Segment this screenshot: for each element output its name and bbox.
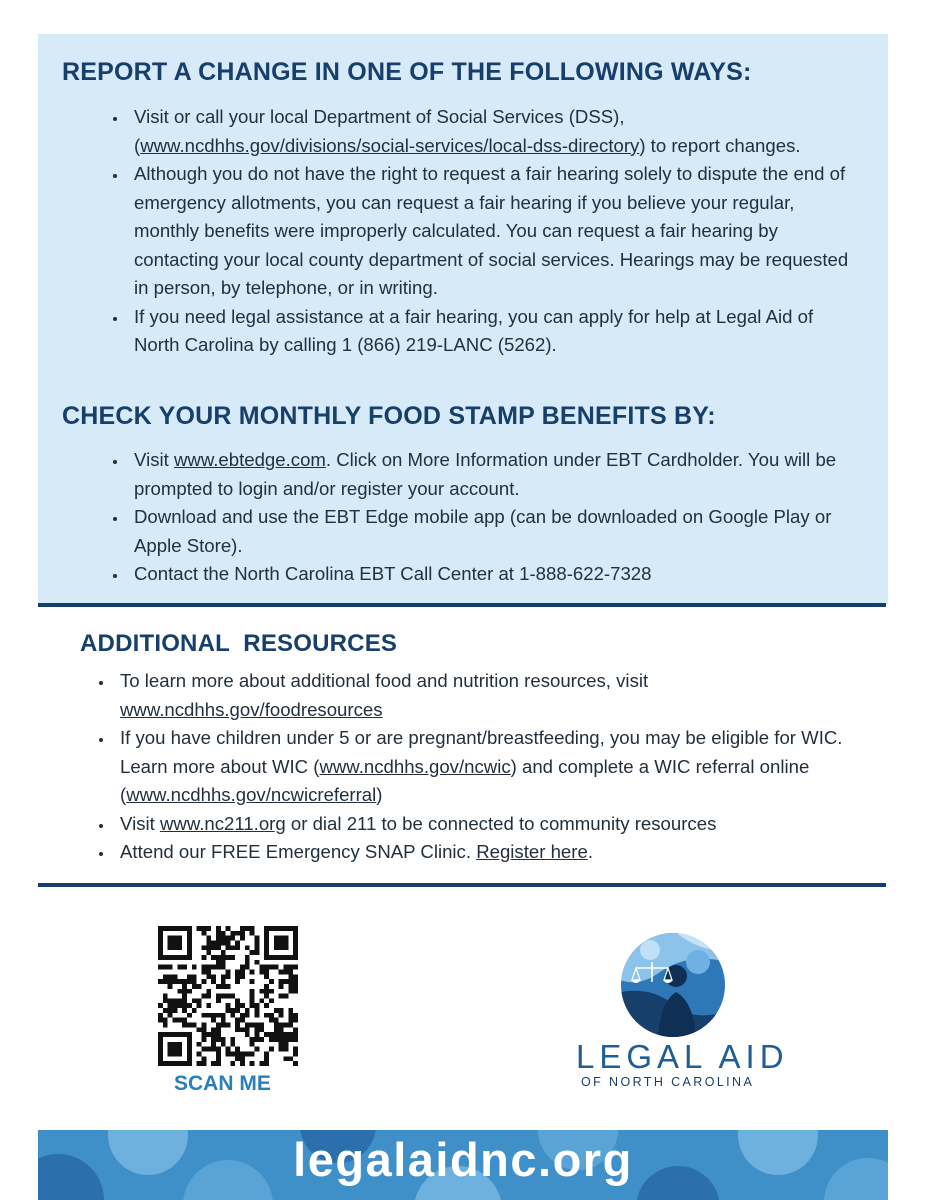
nc211-link[interactable]: www.nc211.org [159, 812, 286, 834]
list-item: • To learn more about additional food and nutrition resources, visit www.ncdhhs.gov/foodresources [114, 667, 854, 724]
list-item: • If you have children under 5 or are pregnant/breastfeeding, you may be eligible for WIC. Learn more about WIC (www.ncdhhs.gov/ncwic) and complete a WIC referral online (www.ncdhhs.gov/ncwicreferral) [114, 724, 854, 810]
scan-me-label: SCAN ME [174, 1072, 271, 1095]
check-list [102, 446, 858, 589]
report-list [102, 103, 858, 360]
list-item: • Attend our FREE Emergency SNAP Clinic. Register here. [114, 838, 854, 867]
ebtedge-link[interactable]: www.ebtedge.com [173, 449, 326, 470]
list-item: • If you need legal assistance at a fair hearing, you can apply for help at Legal Aid of North Carolina by calling 1 (866) 219-LANC (5262). [128, 303, 858, 360]
ncwic-link[interactable]: www.ncdhhs.gov/ncwic [319, 755, 511, 777]
register-link[interactable]: Register here [476, 841, 588, 862]
divider [38, 883, 886, 887]
list-item: • Visit www.ebtedge.com. Click on More Information under EBT Cardholder. You will be prompted to login and/or register your account. [128, 446, 858, 503]
food-resources-link[interactable]: www.ncdhhs.gov/foodresources [120, 698, 383, 720]
list-item: • Download and use the EBT Edge mobile app (can be downloaded on Google Play or Apple Store). [128, 503, 858, 560]
dss-directory-link[interactable]: www.ncdhhs.gov/divisions/social-services/local-dss-directory [140, 134, 640, 156]
footer-url[interactable]: legalaidnc.org [293, 1133, 633, 1186]
resources-list [88, 667, 854, 867]
list-item: • Visit www.nc211.org or dial 211 to be connected to community resources [114, 810, 854, 839]
footer-banner [38, 1130, 888, 1200]
report-heading: REPORT A CHANGE IN ONE OF THE FOLLOWING WAYS: [62, 58, 752, 86]
list-item: • Contact the North Carolina EBT Call Center at 1-888-622-7328 [128, 560, 858, 589]
qr-code-icon[interactable] [158, 926, 298, 1066]
list-item: • Visit or call your local Department of Social Services (DSS), (www.ncdhhs.gov/divisions/social-services/local-dss-directory) to report changes. [128, 103, 858, 160]
scales-of-justice-icon [620, 932, 726, 1038]
check-heading: CHECK YOUR MONTHLY FOOD STAMP BENEFITS BY: [62, 402, 716, 430]
resources-heading: ADDITIONAL RESOURCES [80, 630, 398, 657]
list-item: • Although you do not have the right to request a fair hearing solely to dispute the end of emergency allotments, you can request a fair hearing if you believe your regular, monthly benefits were improperly calculated. You can request a fair hearing by contacting your local county department of social services. Hearings may be requested in person, by telephone, or in writing. [128, 160, 858, 303]
logo-title: LEGAL AID [576, 1038, 789, 1075]
logo-subtitle: OF NORTH CAROLINA [581, 1075, 755, 1089]
wic-referral-link[interactable]: www.ncdhhs.gov/ncwicreferral [126, 784, 377, 805]
divider [38, 603, 886, 607]
